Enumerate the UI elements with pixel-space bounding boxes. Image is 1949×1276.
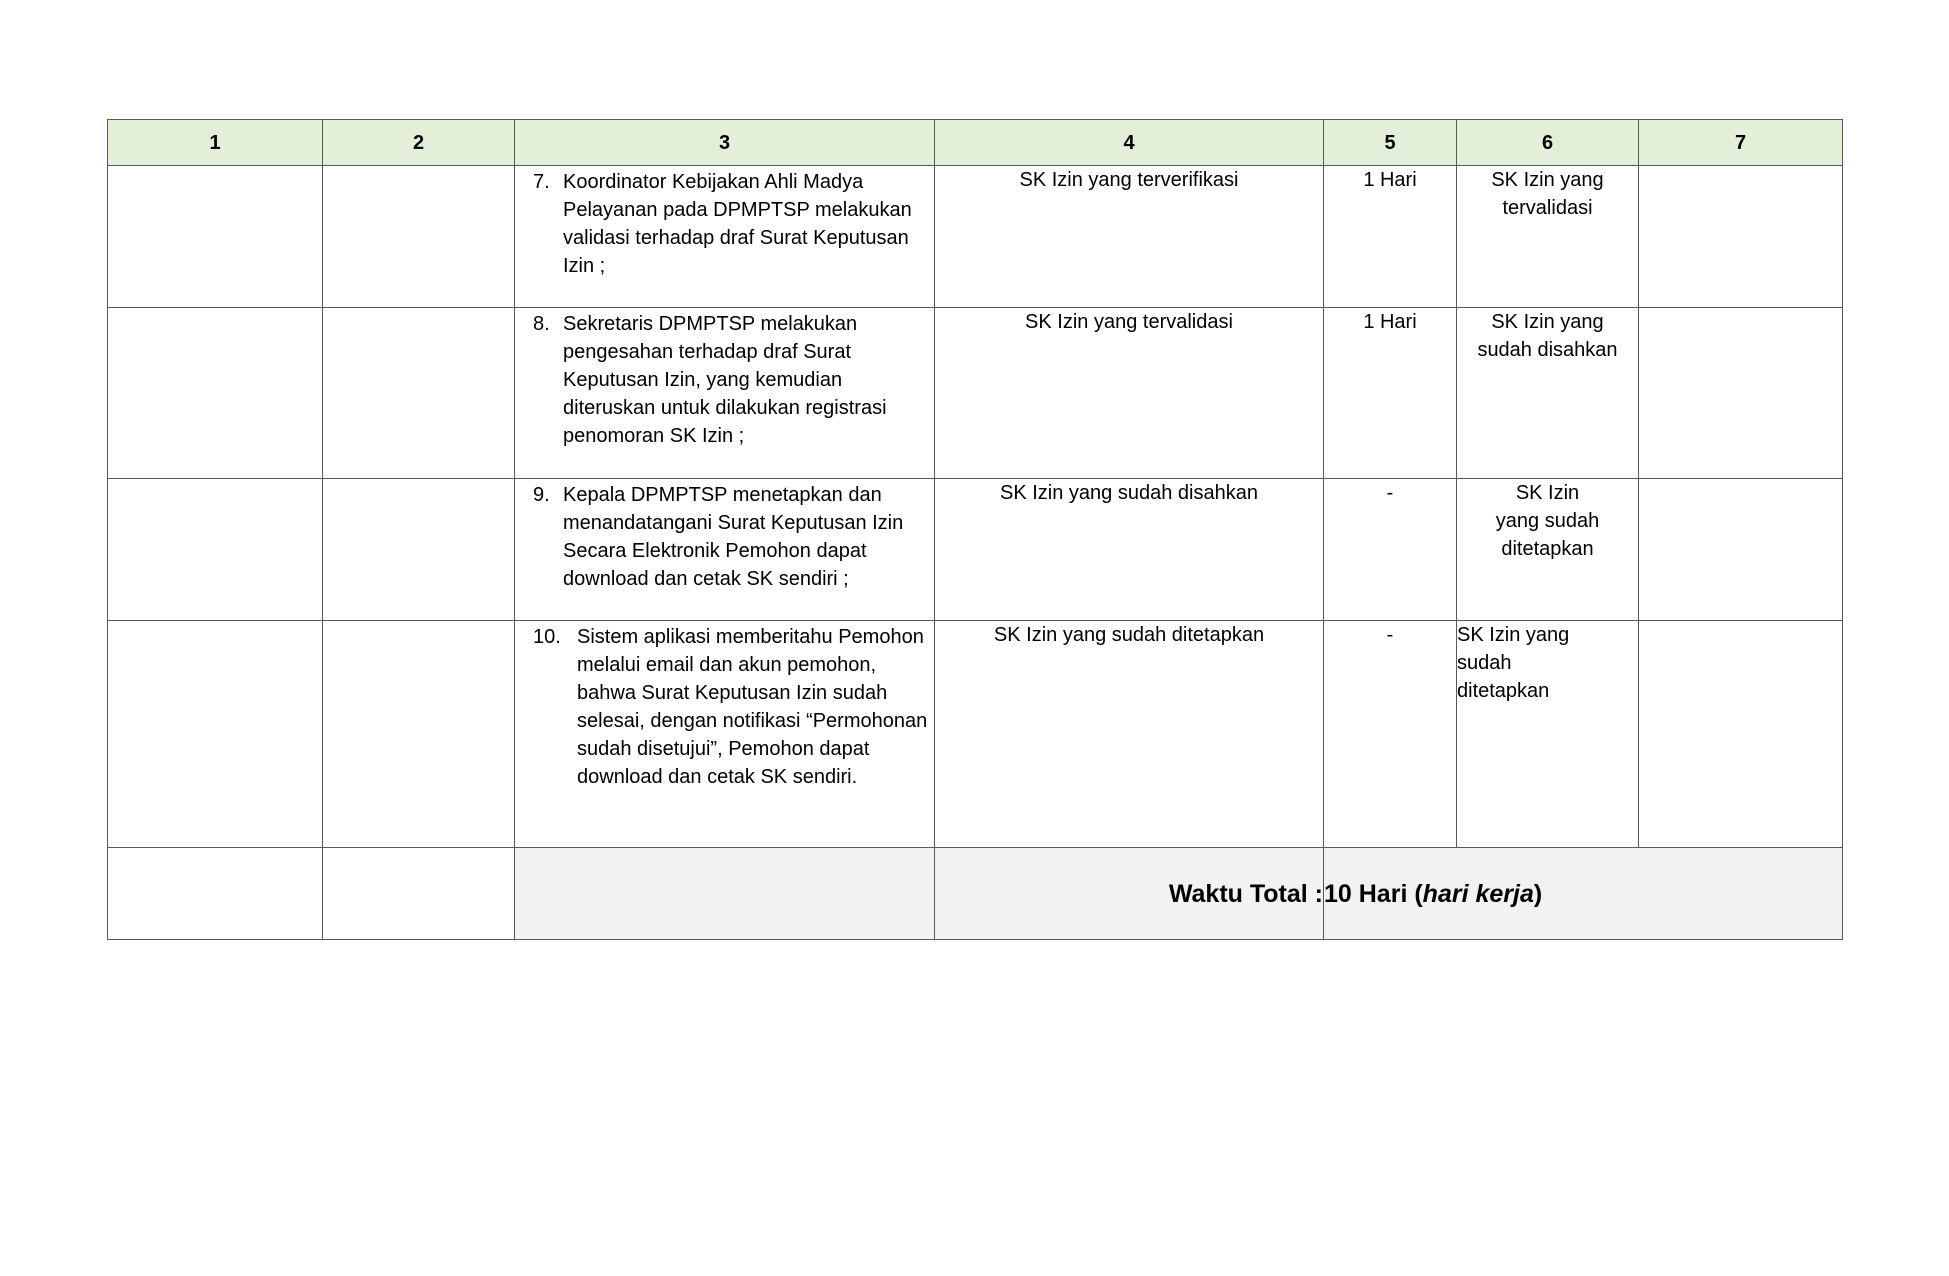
total-value-unit: hari kerja: [1422, 879, 1534, 908]
table-row: [108, 308, 1843, 479]
output-cell: SK Izin yang sudah ditetapkan: [1457, 621, 1639, 848]
empty-cell: [323, 479, 515, 621]
total-value-close: ): [1533, 879, 1543, 908]
empty-cell: [323, 848, 515, 940]
output-cell: SK Izin yang sudah ditetapkan: [1457, 479, 1639, 621]
table-row: [108, 479, 1843, 621]
empty-cell: [108, 308, 323, 479]
total-label: Waktu Total :: [935, 848, 1324, 940]
column-header: 4: [935, 120, 1324, 166]
output-cell: SK Izin yang sudah disahkan: [1457, 308, 1639, 479]
table-header-row: [108, 120, 1843, 166]
column-header: 1: [108, 120, 323, 166]
note-cell: [1639, 308, 1843, 479]
note-cell: [1639, 479, 1843, 621]
column-header: 5: [1324, 120, 1457, 166]
step-cell: [515, 621, 935, 848]
column-header: 2: [323, 120, 515, 166]
step-description: Sistem aplikasi memberitahu Pemohon melalui email dan akun pemohon, bahwa Surat Keputusan Izin sudah selesai, dengan notifikasi “Permohonan sudah disetujui”, Pemohon dapat download dan cetak SK sendiri.: [577, 626, 928, 788]
time-cell: -: [1324, 621, 1457, 848]
step-description: Sekretaris DPMPTSP melakukan pengesahan terhadap draf Surat Keputusan Izin, yang kemudian diteruskan untuk dilakukan registrasi penomoran SK Izin ;: [563, 313, 887, 447]
procedure-table: [107, 119, 1843, 940]
input-cell: SK Izin yang tervalidasi: [935, 308, 1324, 479]
step-number: 10.: [533, 626, 561, 648]
total-row: [108, 848, 1843, 940]
input-cell: SK Izin yang sudah disahkan: [935, 479, 1324, 621]
step-description: Kepala DPMPTSP menetapkan dan menandatangani Surat Keputusan Izin Secara Elektronik Pemohon dapat download dan cetak SK sendiri ;: [563, 484, 904, 590]
output-cell: SK Izin yang tervalidasi: [1457, 166, 1639, 308]
step-cell: [515, 308, 935, 479]
empty-cell: [323, 308, 515, 479]
step-cell: [515, 166, 935, 308]
column-header: 6: [1457, 120, 1639, 166]
column-header: 7: [1639, 120, 1843, 166]
empty-cell: [108, 848, 323, 940]
step-description: Koordinator Kebijakan Ahli Madya Pelayanan pada DPMPTSP melakukan validasi terhadap draf Surat Keputusan Izin ;: [563, 171, 912, 277]
total-value-main: 10 Hari (: [1324, 879, 1423, 908]
empty-cell: [323, 621, 515, 848]
time-cell: 1 Hari: [1324, 308, 1457, 479]
step-number: 7.: [533, 171, 550, 193]
step-number: 9.: [533, 484, 550, 506]
input-cell: SK Izin yang sudah ditetapkan: [935, 621, 1324, 848]
empty-cell: [515, 848, 935, 940]
step-number: 8.: [533, 313, 550, 335]
table-row: [108, 166, 1843, 308]
time-cell: -: [1324, 479, 1457, 621]
empty-cell: [108, 621, 323, 848]
empty-cell: [323, 166, 515, 308]
total-value: [1324, 848, 1843, 940]
note-cell: [1639, 166, 1843, 308]
empty-cell: [108, 166, 323, 308]
input-cell: SK Izin yang terverifikasi: [935, 166, 1324, 308]
column-header: 3: [515, 120, 935, 166]
table-row: [108, 621, 1843, 848]
step-cell: [515, 479, 935, 621]
empty-cell: [108, 479, 323, 621]
note-cell: [1639, 621, 1843, 848]
time-cell: 1 Hari: [1324, 166, 1457, 308]
